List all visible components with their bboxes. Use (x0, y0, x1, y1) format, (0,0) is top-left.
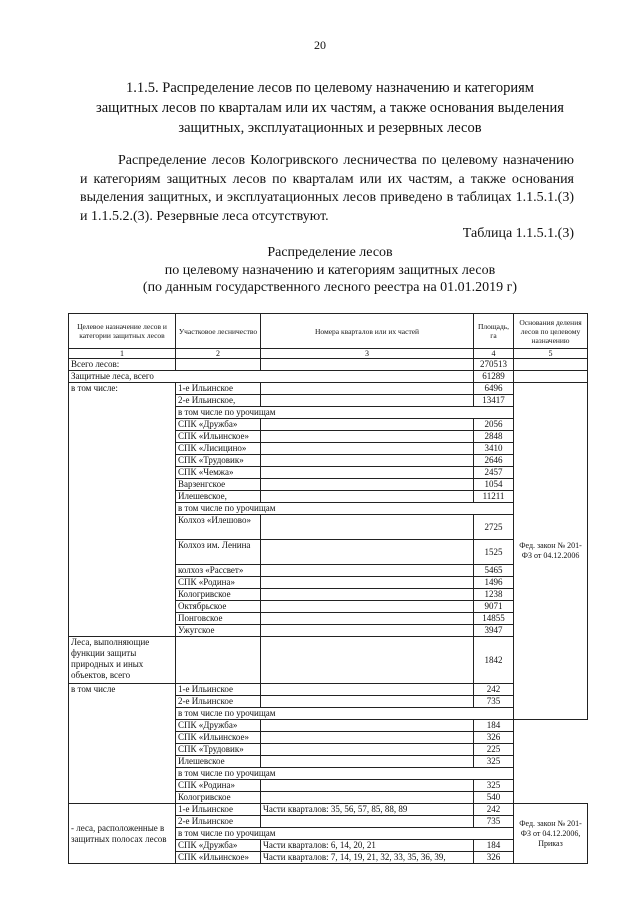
district-area: 14855 (474, 613, 514, 625)
column-number: 4 (474, 349, 514, 359)
district-name: Понговское (176, 613, 261, 625)
column-number: 2 (176, 349, 261, 359)
district-area: 5465 (474, 565, 514, 577)
district-area: 1525 (474, 540, 514, 565)
district-name: Ужугское (176, 625, 261, 637)
district-name: 2-е Ильинское (176, 816, 261, 828)
district-name: СПК «Ильинское» (176, 852, 261, 864)
table-header-row (69, 314, 588, 349)
district-area: 225 (474, 744, 514, 756)
district-name: СПК «Родина» (176, 780, 261, 792)
section-title-line: защитных, эксплуатационных и резервных лесов (178, 120, 482, 136)
basis-law: Фед. закон № 201-ФЗ от 04.12.2006, Приказ (514, 804, 588, 864)
district-area: 2056 (474, 419, 514, 431)
intro-paragraph: Распределение лесов Кологривского лесничества по целевому назначению и категориям защитных лесов по кварталам или их частям, а также основания выделения защитных, и эксплуатационных лесов приведено в таблицах 1.1.5.1.(3) и 1.1.5.2.(3). Резервные леса отсутствуют. (80, 153, 574, 224)
forest-distribution-table (68, 313, 588, 864)
district-name: СПК «Родина» (176, 577, 261, 589)
district-name: СПК «Дружба» (176, 840, 261, 852)
district-name: 1-е Ильинское (176, 383, 261, 395)
row-label: Всего лесов: (69, 359, 176, 371)
row-area: 270513 (474, 359, 514, 371)
district-name: 1-е Ильинское (176, 804, 261, 816)
district-area: 540 (474, 792, 514, 804)
district-area: 3410 (474, 443, 514, 455)
row-area: 1842 (474, 637, 514, 684)
district-area: 3947 (474, 625, 514, 637)
district-area: 735 (474, 816, 514, 828)
quarter-numbers: Части кварталов: 7, 14, 19, 21, 32, 33, 35, 36, 39, (261, 852, 474, 864)
table-row (69, 637, 588, 684)
quarter-numbers: Части кварталов: 6, 14, 20, 21 (261, 840, 474, 852)
district-area: 242 (474, 684, 514, 696)
district-name: СПК «Трудовик» (176, 744, 261, 756)
district-name: 2-е Ильинское (176, 696, 261, 708)
district-area: 184 (474, 840, 514, 852)
district-name: Колхоз «Илешово» (176, 515, 261, 540)
table-title (80, 244, 580, 297)
header-purpose: Целевое назначение лесов и категории защитных лесов (69, 314, 176, 349)
table-title-line: Распределение лесов (267, 245, 393, 260)
district-area: 1054 (474, 479, 514, 491)
section-title-line: защитных лесов по кварталам или их частям, а также основания выделения (96, 100, 564, 116)
table-number: Таблица 1.1.5.1.(3) (462, 226, 574, 241)
table-row (69, 359, 588, 371)
header-basis: Основания деления лесов по целевому назначению (514, 314, 588, 349)
district-area: 1238 (474, 589, 514, 601)
table-row (69, 371, 588, 383)
header-district: Участковое лесничество (176, 314, 261, 349)
district-area: 735 (474, 696, 514, 708)
section-title (70, 78, 590, 138)
table-title-line: по целевому назначению и категориям защитных лесов (164, 262, 496, 278)
district-name: 2-е Ильинское, (176, 395, 261, 407)
column-number: 1 (69, 349, 176, 359)
row-label: - леса, расположенные в защитных полосах лесов (69, 804, 176, 864)
district-area: 325 (474, 756, 514, 768)
district-name: СПК «Дружба» (176, 720, 261, 732)
district-area: 13417 (474, 395, 514, 407)
district-name: колхоз «Рассвет» (176, 565, 261, 577)
district-name: Кологривское (176, 589, 261, 601)
district-area: 184 (474, 720, 514, 732)
column-number-row (69, 349, 588, 359)
district-name: Илешевское, (176, 491, 261, 503)
header-quarters: Номера кварталов или их частей (261, 314, 474, 349)
subgroup-label: в том числе по урочищам (176, 503, 514, 515)
header-area: Площадь, га (474, 314, 514, 349)
row-area: 61289 (474, 371, 514, 383)
district-name: СПК «Дружба» (176, 419, 261, 431)
row-label: Леса, выполняющие функции защиты природных и иных объектов, всего (69, 637, 176, 684)
subgroup-label: в том числе по урочищам (176, 407, 514, 419)
district-area: 2725 (474, 515, 514, 540)
table-row (69, 804, 588, 816)
column-number: 3 (261, 349, 474, 359)
district-area: 325 (474, 780, 514, 792)
table-row (69, 684, 588, 696)
section-title-line: 1.1.5. Распределение лесов по целевому назначению и категориям (126, 80, 534, 96)
district-name: СПК «Ильинское» (176, 431, 261, 443)
district-area: 326 (474, 732, 514, 744)
district-name: СПК «Ильинское» (176, 732, 261, 744)
district-area: 242 (474, 804, 514, 816)
district-area: 9071 (474, 601, 514, 613)
basis-law: Фед. закон № 201-ФЗ от 04.12.2006 (514, 383, 588, 720)
district-name: Кологривское (176, 792, 261, 804)
district-area: 11211 (474, 491, 514, 503)
district-area: 2848 (474, 431, 514, 443)
district-name: Варзенгское (176, 479, 261, 491)
district-name: Колхоз им. Ленина (176, 540, 261, 565)
subgroup-label: в том числе по урочищам (176, 708, 514, 720)
table-row (69, 383, 588, 395)
district-name: СПК «Лисицино» (176, 443, 261, 455)
subgroup-label: в том числе по урочищам (176, 768, 514, 780)
district-name: 1-е Ильинское (176, 684, 261, 696)
column-number: 5 (514, 349, 588, 359)
district-name: СПК «Трудовик» (176, 455, 261, 467)
district-name: СПК «Чемжа» (176, 467, 261, 479)
district-area: 1496 (474, 577, 514, 589)
district-name: Октябрьское (176, 601, 261, 613)
subgroup-label: в том числе по урочищам (176, 828, 514, 840)
quarter-numbers (261, 816, 474, 828)
district-area: 2646 (474, 455, 514, 467)
table-title-line: (по данным государственного лесного реестра на 01.01.2019 г) (142, 280, 518, 295)
page-number: 20 (314, 38, 326, 52)
district-area: 6496 (474, 383, 514, 395)
row-label: в том числе: (69, 383, 176, 637)
row-label: Защитные леса, всего (69, 371, 474, 383)
row-label: в том числе (69, 684, 176, 804)
district-area: 326 (474, 852, 514, 864)
quarter-numbers: Части кварталов: 35, 56, 57, 85, 88, 89 (261, 804, 474, 816)
district-area: 2457 (474, 467, 514, 479)
district-name: Илешевское (176, 756, 261, 768)
